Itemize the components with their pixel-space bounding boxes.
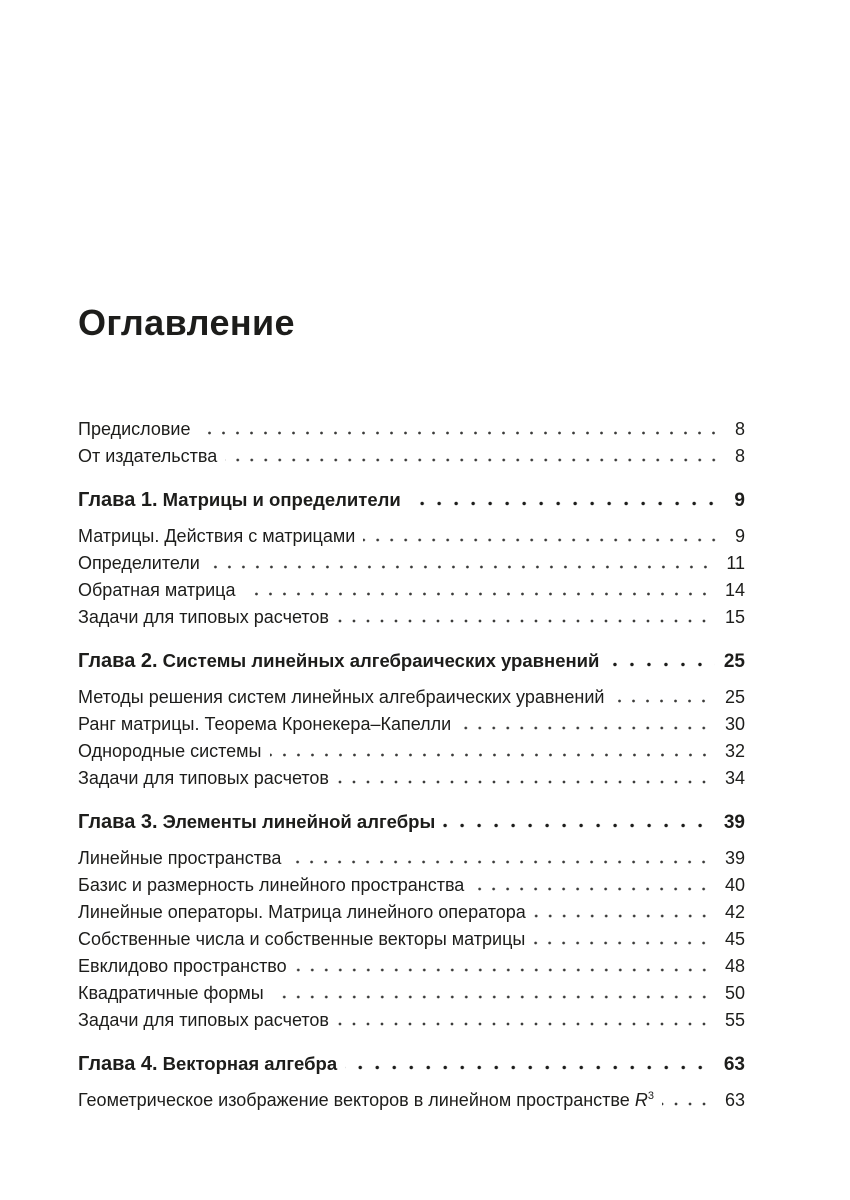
chapter-number: Глава 1. (78, 489, 158, 511)
toc-entry-label: Базис и размерность линейного пространства (78, 875, 465, 895)
toc-entry-label: Собственные числа и собственные векторы матрицы (78, 929, 526, 949)
toc-leader-dots (289, 860, 716, 864)
toc-leader-dots (270, 753, 716, 757)
toc-page-number: 63 (723, 1054, 745, 1075)
toc-page-number: 34 (724, 768, 745, 788)
toc-entry-row (78, 1087, 745, 1114)
toc-page-number: 50 (724, 983, 745, 1003)
toc-page-number: 25 (724, 687, 745, 707)
toc-entry-label: От издательства (78, 446, 218, 466)
chapter-title: Векторная алгебра (162, 1053, 338, 1074)
toc-entry-row (78, 523, 745, 550)
toc-entry-row (78, 1007, 745, 1034)
toc-leader-dots (272, 995, 716, 999)
toc-entry-row (78, 443, 745, 470)
toc-entry-row (78, 765, 745, 792)
toc-leader-dots (208, 565, 717, 569)
toc-entry-label: Однородные системы (78, 741, 262, 761)
toc-chapter-row (78, 647, 745, 675)
toc-entry-label: Задачи для типовых расчетов (78, 1010, 329, 1030)
chapter-number: Глава 4. (78, 1053, 158, 1075)
toc-page-number: 42 (724, 902, 745, 922)
toc-leader-dots (225, 458, 726, 462)
chapter-number: Глава 3. (78, 811, 158, 833)
toc-page-number: 45 (724, 929, 745, 949)
toc-entry-row (78, 953, 745, 980)
chapter-title: Матрицы и определители (162, 489, 401, 510)
toc-entry-row (78, 980, 745, 1007)
toc-leader-dots (363, 538, 726, 542)
toc-leader-dots (443, 823, 715, 828)
toc-page-number: 40 (724, 875, 745, 895)
toc-page-number: 30 (724, 714, 745, 734)
toc-entry-row (78, 711, 745, 738)
toc-leader-dots (662, 1102, 716, 1106)
toc-leader-dots (345, 1065, 715, 1070)
math-symbol: R (634, 1090, 648, 1110)
toc-leader-dots (533, 941, 716, 945)
chapter-title: Элементы линейной алгебры (162, 811, 436, 832)
toc-entry-label: Предисловие (78, 419, 191, 439)
toc-entry-row (78, 577, 745, 604)
toc-leader-dots (534, 914, 716, 918)
toc-page-number: 39 (723, 812, 745, 833)
toc-leader-dots (295, 968, 716, 972)
toc-entry-row (78, 550, 745, 577)
toc-leader-dots (337, 619, 716, 623)
toc-page-number: 39 (724, 848, 745, 868)
toc-entry-label: Задачи для типовых расчетов (78, 768, 329, 788)
toc-chapter-row (78, 1050, 745, 1078)
toc-entry-row (78, 926, 745, 953)
chapter-label (78, 647, 599, 675)
toc-leader-dots (337, 780, 716, 784)
toc-chapter-row (78, 808, 745, 836)
toc-entry-label: Линейные пространства (78, 848, 282, 868)
toc-entry-label: Геометрическое изображение векторов в линейном пространстве $R^3$ (78, 1090, 654, 1110)
chapter-number: Глава 2. (78, 650, 158, 672)
toc-entry-label: Обратная матрица (78, 580, 236, 600)
toc-leader-dots (607, 662, 714, 667)
toc-entry-row (78, 872, 745, 899)
chapter-title: Системы линейных алгебраических уравнений (162, 650, 600, 671)
toc-page-number: 25 (723, 651, 745, 672)
toc-page-number: 15 (724, 607, 745, 627)
toc-entry-label: Задачи для типовых расчетов (78, 607, 329, 627)
toc-entry-label: Ранг матрицы. Теорема Кронекера–Капелли (78, 714, 452, 734)
toc-entry-label: Квадратичные формы (78, 983, 264, 1003)
toc-page-number: 8 (734, 446, 745, 466)
toc-entry-row (78, 738, 745, 765)
chapter-label (78, 1050, 337, 1078)
toc-leader-dots (612, 699, 716, 703)
toc-leader-dots (459, 726, 716, 730)
toc-entry-row (78, 899, 745, 926)
toc-page-number: 14 (724, 580, 745, 600)
toc-leader-dots (337, 1022, 716, 1026)
toc-leader-dots (198, 431, 726, 435)
toc-page-number: 11 (726, 553, 745, 573)
toc-page-number: 48 (724, 956, 745, 976)
page-title: Оглавление (78, 302, 295, 343)
toc-entry-row (78, 684, 745, 711)
toc-page-number: 32 (724, 741, 745, 761)
toc-leader-dots (244, 592, 716, 596)
toc-page-number: 8 (734, 419, 745, 439)
toc-chapter-row (78, 486, 745, 514)
toc-page-number: 9 (734, 490, 745, 511)
math-superscript: 3 (647, 1090, 654, 1102)
toc-entry-label: Методы решения систем линейных алгебраических уравнений (78, 687, 605, 707)
toc-entry-row (78, 845, 745, 872)
toc-page-number: 63 (724, 1090, 745, 1110)
toc-leader-dots (409, 501, 726, 506)
toc-page-number: 9 (734, 526, 745, 546)
toc-entry-label: Евклидово пространство (78, 956, 287, 976)
toc-page-number: 55 (724, 1010, 745, 1030)
chapter-label (78, 808, 435, 836)
toc-leader-dots (472, 887, 716, 891)
toc-entry-label: Линейные операторы. Матрица линейного оператора (78, 902, 526, 922)
toc-entry-row (78, 604, 745, 631)
chapter-label (78, 486, 401, 514)
toc-entry-label: Матрицы. Действия с матрицами (78, 526, 356, 546)
toc-entry-row (78, 416, 745, 443)
toc-entry-label: Определители (78, 553, 200, 573)
toc-list (78, 416, 745, 1114)
